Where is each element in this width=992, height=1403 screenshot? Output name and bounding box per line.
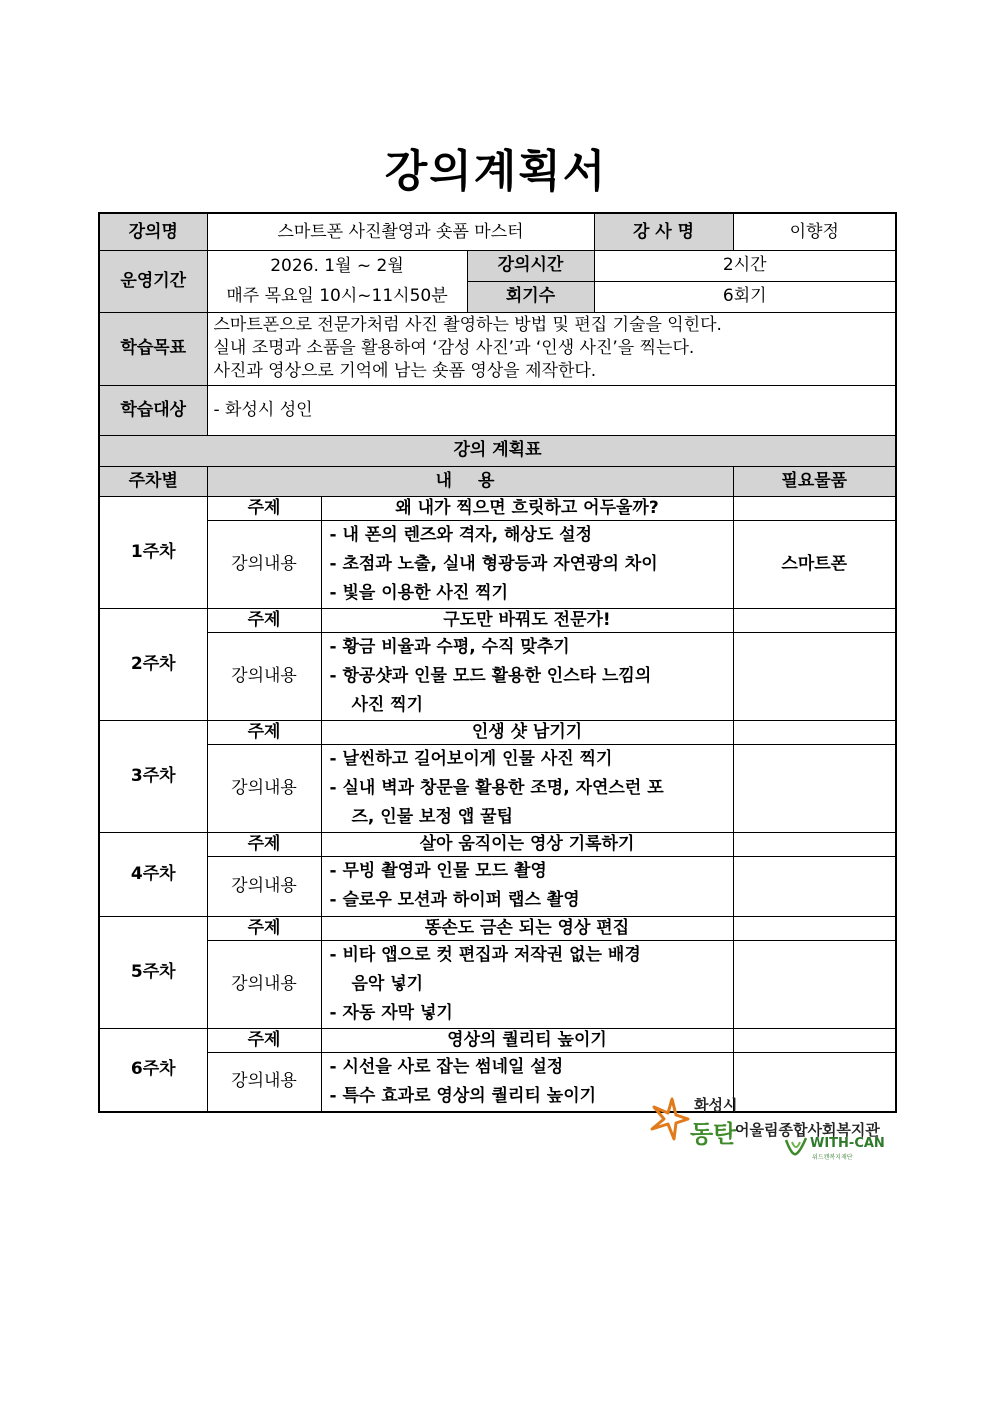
week-label: 3주차	[99, 720, 207, 832]
week-topic: 인생 샷 남기기	[321, 720, 733, 744]
week-supplies: 스마트폰	[733, 520, 896, 608]
content-line: 음악 넣기	[351, 973, 424, 994]
period-dates: 2026. 1월 ~ 2월	[270, 256, 404, 276]
content-label: 강의내용	[207, 940, 321, 1028]
week-content-row	[99, 856, 896, 916]
content-line: - 날씬하고 길어보이게 인물 사진 찍기	[329, 748, 613, 769]
content-line: - 항공샷과 인물 모드 활용한 인스타 느낌의	[329, 665, 652, 686]
goal-label: 학습목표	[99, 312, 207, 385]
learning-goals	[207, 312, 896, 385]
week-content	[321, 744, 733, 832]
content-line: 즈, 인물 보정 앱 꿀팁	[351, 806, 514, 827]
star-logo-icon	[650, 1097, 690, 1141]
org-city: 화성시	[694, 1096, 738, 1114]
content-line: - 실내 벽과 창문을 활용한 조명, 자연스런 포	[329, 777, 664, 798]
topic-label: 주제	[207, 832, 321, 856]
week-topic-row	[99, 832, 896, 856]
week-topic-row	[99, 720, 896, 744]
goal-line: 스마트폰으로 전문가처럼 사진 촬영하는 방법 및 편집 기술을 익힌다.	[213, 315, 722, 335]
col-supplies-header: 필요물품	[733, 466, 896, 496]
week-supplies	[733, 856, 896, 916]
org-name: 어울림종합사회복지관	[735, 1121, 880, 1139]
sessions-label: 회기수	[467, 281, 594, 312]
supplies-topic-cell	[733, 496, 896, 520]
week-label: 5주차	[99, 916, 207, 1028]
week-content-row	[99, 520, 896, 608]
instructor-name: 이향정	[733, 213, 896, 250]
target-label: 학습대상	[99, 385, 207, 435]
col-content-header: 내 용	[207, 466, 733, 496]
week-label: 4주차	[99, 832, 207, 916]
week-topic-row	[99, 1028, 896, 1052]
supplies-topic-cell	[733, 608, 896, 632]
sessions-value: 6회기	[594, 281, 896, 312]
instructor-label: 강 사 명	[594, 213, 733, 250]
week-topic: 영상의 퀄리티 높이기	[321, 1028, 733, 1052]
content-line: 사진 찍기	[351, 694, 424, 715]
course-name: 스마트폰 사진촬영과 숏폼 마스터	[207, 213, 594, 250]
week-topic: 살아 움직이는 영상 기록하기	[321, 832, 733, 856]
topic-label: 주제	[207, 496, 321, 520]
content-line: - 자동 자막 넣기	[329, 1002, 453, 1023]
week-topic-row	[99, 496, 896, 520]
week-topic-row	[99, 608, 896, 632]
lecture-plan-table	[98, 212, 897, 1113]
week-content-row	[99, 744, 896, 832]
content-line: - 내 폰의 렌즈와 격자, 해상도 설정	[329, 524, 593, 545]
content-line: - 빛을 이용한 사진 찍기	[329, 582, 509, 603]
week-label: 6주차	[99, 1028, 207, 1112]
week-content-row	[99, 632, 896, 720]
col-week-header: 주차별	[99, 466, 207, 496]
week-content	[321, 856, 733, 916]
week-content	[321, 632, 733, 720]
period-value	[207, 250, 467, 312]
supplies-topic-cell	[733, 916, 896, 940]
plan-section-title: 강의 계획표	[99, 435, 896, 466]
hours-value: 2시간	[594, 250, 896, 281]
content-line: - 시선을 사로 잡는 썸네일 설정	[329, 1056, 564, 1077]
goal-line: 실내 조명과 소품을 활용하여 ‘감성 사진’과 ‘인생 사진’을 찍는다.	[213, 338, 695, 358]
content-line: - 초점과 노출, 실내 형광등과 자연광의 차이	[329, 553, 658, 574]
hours-label: 강의시간	[467, 250, 594, 281]
content-label: 강의내용	[207, 632, 321, 720]
supplies-topic-cell	[733, 832, 896, 856]
week-topic: 왜 내가 찍으면 흐릿하고 어두울까?	[321, 496, 733, 520]
target-value: - 화성시 성인	[207, 385, 896, 435]
course-label: 강의명	[99, 213, 207, 250]
supplies-topic-cell	[733, 1028, 896, 1052]
content-label: 강의내용	[207, 1052, 321, 1112]
content-label: 강의내용	[207, 744, 321, 832]
content-label: 강의내용	[207, 856, 321, 916]
week-topic-row	[99, 916, 896, 940]
content-line: - 무빙 촬영과 인물 모드 촬영	[329, 861, 547, 881]
week-content	[321, 520, 733, 608]
topic-label: 주제	[207, 1028, 321, 1052]
week-label: 2주차	[99, 608, 207, 720]
content-line: - 특수 효과로 영상의 퀄리티 높이기	[329, 1085, 597, 1106]
period-schedule: 매주 목요일 10시~11시50분	[226, 286, 448, 306]
period-label: 운영기간	[99, 250, 207, 312]
topic-label: 주제	[207, 608, 321, 632]
week-content-row	[99, 940, 896, 1028]
content-label: 강의내용	[207, 520, 321, 608]
with-can-leaf-icon	[784, 1136, 808, 1158]
partner-name: WITH-CAN	[810, 1136, 885, 1151]
partner-subtitle: 위드캔복지재단	[812, 1154, 853, 1161]
week-supplies	[733, 744, 896, 832]
topic-label: 주제	[207, 720, 321, 744]
week-topic: 구도만 바꿔도 전문가!	[321, 608, 733, 632]
organization-logo	[650, 1092, 900, 1162]
week-label: 1주차	[99, 496, 207, 608]
week-supplies	[733, 632, 896, 720]
supplies-topic-cell	[733, 720, 896, 744]
week-content	[321, 940, 733, 1028]
content-line: - 황금 비율과 수평, 수직 맞추기	[329, 636, 570, 657]
content-line: - 비타 앱으로 컷 편집과 저작권 없는 배경	[329, 944, 641, 965]
topic-label: 주제	[207, 916, 321, 940]
content-line: - 슬로우 모션과 하이퍼 랩스 촬영	[329, 890, 580, 910]
goal-line: 사진과 영상으로 기억에 남는 숏폼 영상을 제작한다.	[213, 361, 597, 381]
org-brand: 동탄	[690, 1120, 737, 1148]
week-topic: 똥손도 금손 되는 영상 편집	[321, 916, 733, 940]
week-supplies	[733, 940, 896, 1028]
document-title: 강의계획서	[384, 146, 608, 197]
